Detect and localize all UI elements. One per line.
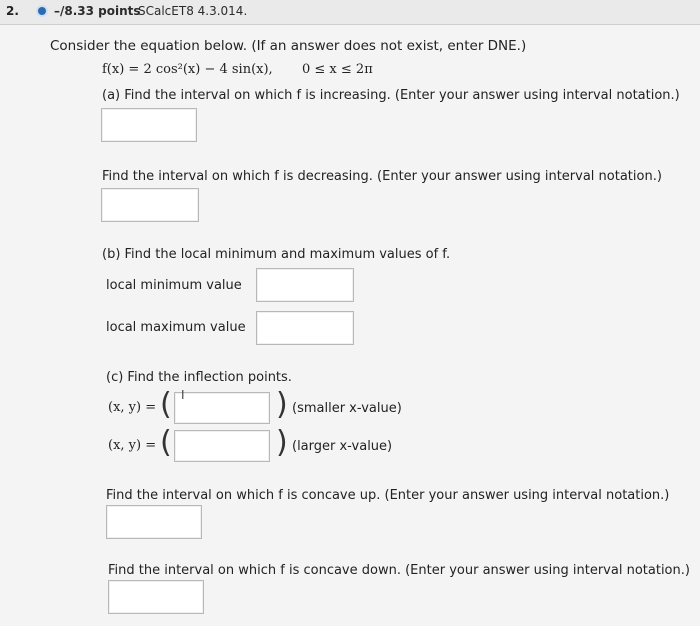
equation: f(x) = 2 cos²(x) − 4 sin(x), [102,62,273,77]
inflection-point-smaller-input[interactable] [174,392,270,424]
local-min-input[interactable] [256,268,354,302]
local-max-label: local maximum value [106,320,246,335]
inflection-point-larger-input[interactable] [174,430,270,462]
concave-down-prompt: Find the interval on which f is concave down. (Enter your answer using interval notation.) [108,563,690,578]
question-prompt: Consider the equation below. (If an answer does not exist, enter DNE.) [50,38,527,54]
larger-x-value-label: (larger x-value) [292,439,393,454]
inflection-2-label: (x, y) = [108,438,157,453]
inflection-1-label: (x, y) = [108,400,157,415]
question-number: 2. [6,4,19,18]
smaller-x-value-label: (smaller x-value) [292,401,402,416]
local-min-label: local minimum value [106,278,242,293]
points-label: –/8.33 points [54,4,141,18]
part-c-prompt: (c) Find the inflection points. [106,370,292,385]
domain: 0 ≤ x ≤ 2π [302,62,373,77]
concave-up-prompt: Find the interval on which f is concave up. (Enter your answer using interval notation.) [106,488,670,503]
increasing-interval-input[interactable] [101,108,197,142]
decreasing-interval-input[interactable] [101,188,199,222]
close-paren-1: ) [276,387,288,422]
part-a-decreasing-prompt: Find the interval on which f is decreasing. (Enter your answer using interval notation.) [102,169,662,184]
concave-down-input[interactable] [108,580,204,614]
part-a-increasing-prompt: (a) Find the interval on which f is increasing. (Enter your answer using interval notation.) [102,88,680,103]
local-max-input[interactable] [256,311,354,345]
open-paren-2: ( [160,425,172,460]
open-paren-1: ( [160,387,172,422]
text-cursor-icon: I [181,388,185,402]
close-paren-2: ) [276,425,288,460]
question-code: SCalcET8 4.3.014. [138,4,248,18]
part-b-prompt: (b) Find the local minimum and maximum values of f. [102,247,451,262]
concave-up-input[interactable] [106,505,202,539]
